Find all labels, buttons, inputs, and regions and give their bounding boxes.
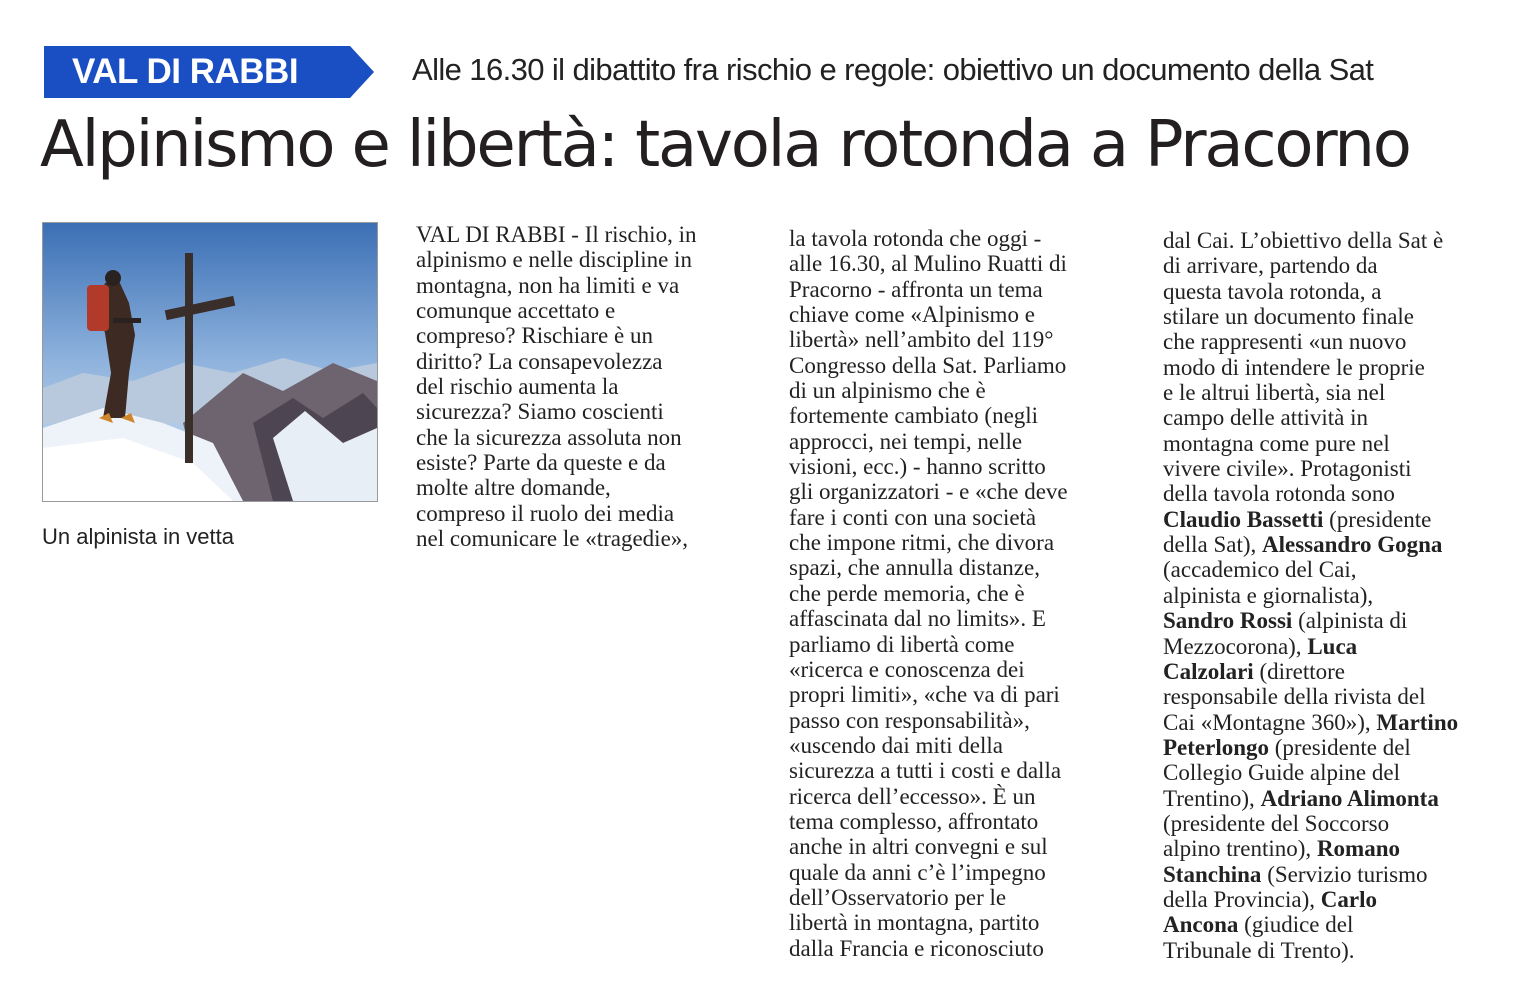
article-text-run: che rappresenti «un nuovo <box>1163 329 1407 355</box>
article-line <box>1163 836 1458 861</box>
article-text-run: montagna come pure nel <box>1163 430 1390 456</box>
article-line: «uscendo dai miti della <box>789 732 1003 758</box>
article-line <box>1163 862 1458 887</box>
article-column-1 <box>416 222 696 551</box>
article-text-run: (presidente del <box>1269 734 1411 760</box>
article-line <box>1163 583 1458 608</box>
article-line <box>1163 380 1458 405</box>
article-line: sicurezza a tutti i costi e dalla <box>789 758 1062 784</box>
article-line <box>1163 279 1458 304</box>
article-line: parliamo di libertà come <box>789 631 1015 657</box>
article-line: esiste? Parte da queste e da <box>416 450 666 476</box>
person-name: Adriano Alimonta <box>1260 785 1439 811</box>
article-line <box>1163 228 1458 253</box>
article-line <box>1163 456 1458 481</box>
article-text-run: (giudice del <box>1238 912 1354 938</box>
article-line: alle 16.30, al Mulino Ruatti di <box>789 251 1067 277</box>
article-line: nel comunicare le «tragedie», <box>416 526 689 552</box>
article-line: sicurezza? Siamo coscienti <box>416 399 664 425</box>
article-line: approcci, nei tempi, nelle <box>789 428 1023 454</box>
article-line: fortemente cambiato (negli <box>789 403 1039 429</box>
article-line: comunque accettato e <box>416 298 616 324</box>
article-line <box>1163 912 1458 937</box>
article-line <box>1163 608 1458 633</box>
article-line <box>1163 557 1458 582</box>
article-text-run: dal Cai. L’obiettivo della Sat è <box>1163 228 1444 253</box>
article-text-run: (Servizio turismo <box>1261 861 1428 887</box>
section-kicker <box>44 46 374 98</box>
article-column-3 <box>1163 228 1458 963</box>
article-text-run: di arrivare, partendo da <box>1163 253 1378 279</box>
article-text-run: campo delle attività in <box>1163 405 1369 431</box>
article-text-run: e le altrui libertà, sia nel <box>1163 380 1386 406</box>
person-name: Sandro Rossi <box>1163 608 1293 634</box>
article-line: spazi, che annulla distanze, <box>789 555 1040 581</box>
article-text-run: Tribunale di Trento). <box>1163 937 1355 963</box>
article-line <box>1163 684 1458 709</box>
article-line <box>1163 355 1458 380</box>
article-line: passo con responsabilità», <box>789 707 1030 733</box>
article-line <box>1163 811 1458 836</box>
article-text-run: della Provincia), <box>1163 886 1321 912</box>
article-text-run: della tavola rotonda sono <box>1163 481 1395 507</box>
headline: Alpinismo e libertà: tavola rotonda a Pracorno <box>40 108 1410 182</box>
article-line <box>1163 329 1458 354</box>
article-line: libertà» nell’ambito del 119° <box>789 327 1054 353</box>
article-line: di un alpinismo che è <box>789 378 986 404</box>
article-line: VAL DI RABBI - Il rischio, in <box>416 222 697 247</box>
article-line: che perde memoria, che è <box>789 580 1025 606</box>
article-line: la tavola rotonda che oggi - <box>789 226 1042 251</box>
article-line <box>1163 760 1458 785</box>
article-line: Congresso della Sat. Parliamo <box>789 352 1067 378</box>
article-line <box>1163 786 1458 811</box>
article-line <box>1163 659 1458 684</box>
article-line: «ricerca e conoscenza dei <box>789 656 1025 682</box>
person-name: Martino <box>1376 709 1459 735</box>
article-line: gli organizzatori - e «che deve <box>789 479 1068 505</box>
person-name: Alessandro Gogna <box>1262 532 1443 558</box>
article-line: alpinismo e nelle discipline in <box>416 247 692 273</box>
person-name: Ancona <box>1163 912 1239 938</box>
article-line <box>1163 887 1458 912</box>
person-name: Romano <box>1316 836 1400 862</box>
article-text-run: (direttore <box>1253 658 1346 684</box>
article-line <box>1163 710 1458 735</box>
article-text-run: della Sat), <box>1163 532 1262 558</box>
article-line: dell’Osservatorio per le <box>789 884 1007 910</box>
article-line: fare i conti con una società <box>789 504 1037 530</box>
person-name: Carlo <box>1320 886 1377 912</box>
article-line <box>1163 634 1458 659</box>
kicker-label: VAL DI RABBI <box>72 52 299 91</box>
article-line: dalla Francia e riconosciuto <box>789 935 1044 961</box>
article-text-run: vivere civile». Protagonisti <box>1163 456 1412 482</box>
article-text-run: (presidente <box>1323 506 1432 532</box>
article-line <box>1163 253 1458 278</box>
article-line: diritto? La consapevolezza <box>416 348 663 374</box>
article-line: del rischio aumenta la <box>416 374 619 400</box>
article-line: che impone ritmi, che divora <box>789 530 1055 556</box>
subheadline: Alle 16.30 il dibattito fra rischio e regole: obiettivo un documento della Sat <box>412 52 1374 87</box>
person-name: Luca <box>1307 633 1358 659</box>
person-name: Calzolari <box>1163 658 1254 684</box>
person-name: Peterlongo <box>1163 734 1270 760</box>
article-line <box>1163 532 1458 557</box>
article-text-run: Trentino), <box>1163 785 1261 811</box>
article-text-run: (accademico del Cai, <box>1163 557 1357 583</box>
article-line: compreso? Rischiare è un <box>416 323 653 349</box>
person-name: Stanchina <box>1163 861 1262 887</box>
article-line: molte altre domande, <box>416 475 611 501</box>
article-line: affascinata dal no limits». E <box>789 606 1046 632</box>
article-column-2 <box>789 226 1068 961</box>
article-line: propri limiti», «che va di pari <box>789 682 1060 708</box>
article-line: Pracorno - affronta un tema <box>789 276 1043 302</box>
article-line: quale da anni c’è l’impegno <box>789 859 1046 885</box>
article-text-run: alpinista e giornalista), <box>1163 582 1374 608</box>
article-line <box>1163 431 1458 456</box>
article-text-run: Cai «Montagne 360»), <box>1163 709 1377 735</box>
article-text-run: alpino trentino), <box>1163 836 1317 862</box>
photo-caption: Un alpinista in vetta <box>42 524 234 549</box>
article-text-run: modo di intendere le proprie <box>1163 354 1425 380</box>
article-line: montagna, non ha limiti e va <box>416 272 680 298</box>
article-text-run: Mezzocorona), <box>1163 633 1308 659</box>
article-line: ricerca dell’eccesso». È un <box>789 783 1036 809</box>
article-line: libertà in montagna, partito <box>789 910 1040 936</box>
article-line <box>1163 735 1458 760</box>
article-text-run: (alpinista di <box>1292 608 1408 634</box>
article-line: tema complesso, affrontato <box>789 808 1039 834</box>
article-line <box>1163 938 1458 963</box>
article-text-run: (presidente del Soccorso <box>1163 810 1390 836</box>
article-text-run: stilare un documento finale <box>1163 304 1415 330</box>
article-line <box>1163 507 1458 532</box>
article-photo <box>42 222 378 502</box>
article-line: anche in altri convegni e sul <box>789 834 1048 860</box>
article-line <box>1163 481 1458 506</box>
article-text-run: responsabile della rivista del <box>1163 684 1426 710</box>
article-text-run: questa tavola rotonda, a <box>1163 278 1382 304</box>
article-line: compreso il ruolo dei media <box>416 500 675 526</box>
article-line <box>1163 405 1458 430</box>
article-text-run: Collegio Guide alpine del <box>1163 760 1400 786</box>
article-line: che la sicurezza assoluta non <box>416 424 682 450</box>
article-line: visioni, ecc.) - hanno scritto <box>789 454 1046 480</box>
person-name: Claudio Bassetti <box>1163 506 1324 532</box>
article-line: chiave come «Alpinismo e <box>789 302 1035 328</box>
article-line <box>1163 304 1458 329</box>
